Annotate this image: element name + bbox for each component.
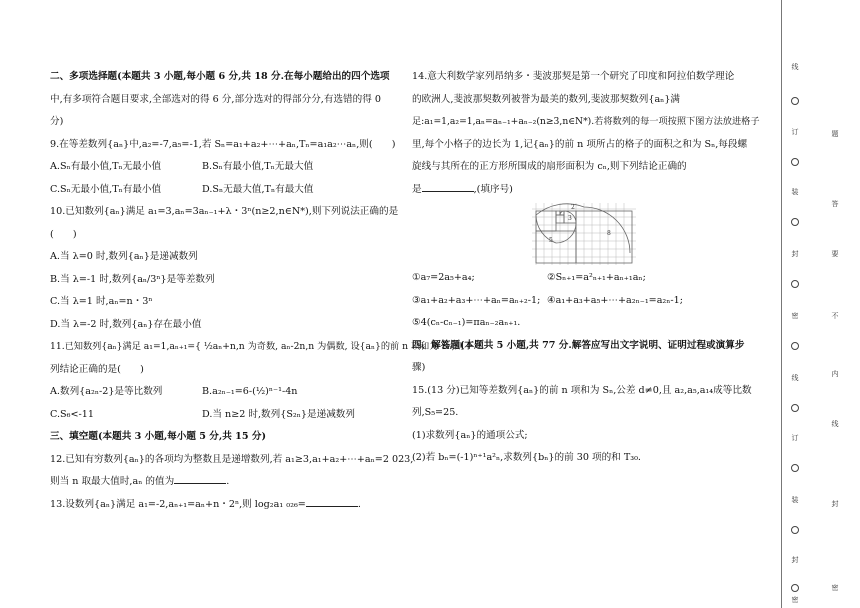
binding-outer-label: 密 xyxy=(791,312,799,320)
binding-inner-label: 要 xyxy=(831,250,839,258)
question-10: 10.已知数列{aₙ}满足 a₁=3,aₙ=3aₙ₋₁+λ・3ⁿ(n≥2,n∈N*),则下列说法正确的是 xyxy=(50,206,399,217)
q9-option-d: D.Sₙ无最大值,Tₙ有最大值 xyxy=(202,183,314,195)
binding-hole-icon xyxy=(791,584,799,592)
question-10-paren: ( ) xyxy=(50,228,77,240)
section-2-instructions-end: 分) xyxy=(50,116,64,127)
binding-hole-icon xyxy=(791,342,799,350)
binding-inner-label: 答 xyxy=(831,200,839,208)
question-15-part-1: (1)求数列{aₙ}的通项公式; xyxy=(412,429,528,441)
question-15: 15.(13 分)已知等差数列{aₙ}的前 n 项和为 Sₙ,公差 d≠0,且 a₂,a₅,a₁₄成等比数 xyxy=(412,384,752,396)
binding-outer-label: 密 xyxy=(791,596,799,604)
binding-inner-label: 线 xyxy=(831,420,839,428)
binding-outer-label: 封 xyxy=(791,556,799,564)
q10-option-b: B.当 λ=-1 时,数列{aₙ/3ⁿ}是等差数列 xyxy=(50,273,215,285)
q10-option-c: C.当 λ=1 时,aₙ=n・3ⁿ xyxy=(50,296,153,307)
section-2-heading: 二、多项选择题(本题共 3 小题,每小题 6 分,共 18 分.在每小题给出的四个选项 xyxy=(50,71,390,82)
binding-inner-label: 内 xyxy=(831,370,839,378)
question-14-line2: 的欧洲人,斐波那契数列被誉为最美的数列,斐波那契数列{aₙ}满 xyxy=(412,93,681,105)
right-column xyxy=(412,66,768,470)
figure-label-3: 3 xyxy=(568,215,572,222)
question-9-options-row1 xyxy=(50,156,395,179)
fibonacci-spiral-figure xyxy=(532,203,636,265)
q10-option-d: D.当 λ=-2 时,数列{aₙ}存在最小值 xyxy=(50,318,202,330)
binding-hole-icon xyxy=(791,464,799,472)
section-4-heading: 四、解答题(本题共 5 小题,共 77 分.解答应写出文字说明、证明过程或演算步 xyxy=(412,339,745,351)
binding-line xyxy=(781,0,782,608)
binding-outer-label: 线 xyxy=(791,63,799,71)
q9-option-a: A.Sₙ有最小值,Tₙ无最小值 xyxy=(50,161,162,172)
binding-inner-label: 题 xyxy=(831,130,839,138)
binding-hole-icon xyxy=(791,280,799,288)
question-15-part-2: (2)若 bₙ=(-1)ⁿ⁺¹a²ₙ,求数列{bₙ}的前 30 项的和 T₃₀. xyxy=(412,452,641,463)
question-14-line5: 旋线与其所在的正方形所围成的扇形面积为 cₙ,则下列结论正确的 xyxy=(412,161,687,172)
q10-option-a: A.当 λ=0 时,数列{aₙ}是递减数列 xyxy=(50,251,198,262)
binding-outer-label: 订 xyxy=(791,434,799,442)
q14-option-1: ①a₇=2a₅+a₄; xyxy=(412,272,475,283)
q14-answer-blank[interactable] xyxy=(422,181,474,192)
question-14-line4: 里,每个小格子的边长为 1,记{aₙ}的前 n 项所占的格子的面积之和为 Sₙ,每段螺 xyxy=(412,138,748,150)
binding-inner-label: 不 xyxy=(831,312,839,320)
q13-text: 13.设数列{aₙ}满足 a₁=-2,aₙ₊₁=aₙ+n・2ⁿ,则 log₂a₁ ₀₂₆= xyxy=(50,498,306,510)
question-11-options-row2 xyxy=(50,404,395,427)
question-9: 9.在等差数列{aₙ}中,a₂=-7,a₅=-1,若 Sₙ=a₁+a₂+⋯+aₙ,Tₙ=a₁a₂⋯aₙ,则( ) xyxy=(50,138,396,150)
binding-hole-icon xyxy=(791,404,799,412)
question-14-options-row1 xyxy=(412,267,768,290)
question-11: 11.已知数列{aₙ}满足 a₁=1,aₙ₊₁={ ½aₙ+n,n 为奇数, aₙ-2n,n 为偶数, 设{aₙ}的前 n 项和为 Sₙ,则下 xyxy=(50,341,473,352)
question-11-options-row1 xyxy=(50,381,395,404)
q14-prefix: 是 xyxy=(412,183,422,195)
binding-outer-label: 装 xyxy=(791,496,799,504)
binding-hole-icon xyxy=(791,158,799,166)
question-12-cont: 则当 n 取最大值时,aₙ 的值为 . xyxy=(50,471,395,494)
binding-margin xyxy=(775,0,860,608)
section-4-heading-end: 骤) xyxy=(412,362,426,373)
q9-option-c: C.Sₙ无最小值,Tₙ有最小值 xyxy=(50,183,162,195)
question-14-line6 xyxy=(412,179,768,202)
binding-inner-label: 密 xyxy=(831,584,839,592)
figure-label-2: 2 xyxy=(571,204,575,211)
question-11-cont: 列结论正确的是( ) xyxy=(50,363,144,375)
q12-text: 则当 n 取最大值时,aₙ 的值为 xyxy=(50,476,175,487)
q11-option-b: B.a₂ₙ₋₁=6-(½)ⁿ⁻¹-4n xyxy=(202,386,298,397)
section-2-instructions: 中,有多项符合题目要求,全部选对的得 6 分,部分选对的得部分分,有选错的得 0 xyxy=(50,93,381,105)
q11-option-d: D.当 n≥2 时,数列{S₂ₙ}是递减数列 xyxy=(202,408,355,420)
q14-option-4: ④a₁+a₃+a₅+⋯+a₂ₙ₋₁=a₂ₙ-1; xyxy=(547,294,684,306)
binding-inner-label: 封 xyxy=(831,500,839,508)
q14-suffix: ,(填序号) xyxy=(473,183,513,195)
question-14: 14.意大利数学家列昂纳多・斐波那契是第一个研究了印度和阿拉伯数学理论 xyxy=(412,71,735,82)
q9-option-b: B.Sₙ有最小值,Tₙ无最大值 xyxy=(202,161,314,172)
q11-option-c: C.S₆<-11 xyxy=(50,408,94,420)
binding-outer-label: 装 xyxy=(791,188,799,196)
figure-label-8: 8 xyxy=(607,230,611,237)
q13-answer-blank[interactable] xyxy=(306,496,358,507)
binding-hole-icon xyxy=(791,218,799,226)
binding-outer-label: 线 xyxy=(791,374,799,382)
question-15-cont: 列,S₅=25. xyxy=(412,407,459,418)
question-14-line3: 足:a₁=1,a₂=1,aₙ=aₙ₋₁+aₙ₋₂(n≥3,n∈N*).若将数列的每一项按照下图方法放进格子 xyxy=(412,116,760,127)
q14-option-5: ⑤4(cₙ-cₙ₋₁)=πaₙ₋₂aₙ₊₁. xyxy=(412,317,521,328)
q11-option-a: A.数列{a₂ₙ-2}是等比数列 xyxy=(50,386,163,397)
section-3-heading: 三、填空题(本题共 3 小题,每小题 5 分,共 15 分) xyxy=(50,431,266,442)
question-12: 12.已知有穷数列{aₙ}的各项均为整数且是递增数列,若 a₁≥3,a₁+a₂+⋯+aₙ=2 023, xyxy=(50,453,414,465)
binding-outer-label: 封 xyxy=(791,250,799,258)
question-9-options-row2 xyxy=(50,179,395,202)
binding-outer-label: 订 xyxy=(791,128,799,136)
fibonacci-spiral-graphic xyxy=(532,203,636,265)
q14-option-3: ③a₁+a₂+a₃+⋯+aₙ=aₙ₊₂-1; xyxy=(412,294,541,306)
q14-option-2: ②Sₙ₊₁=a²ₙ₊₁+aₙ₊₁aₙ; xyxy=(547,272,646,283)
question-13: 13.设数列{aₙ}满足 a₁=-2,aₙ₊₁=aₙ+n・2ⁿ,则 log₂a₁ ₀₂₆= . xyxy=(50,494,395,517)
question-14-options-row2 xyxy=(412,290,768,313)
binding-hole-icon xyxy=(791,97,799,105)
q12-answer-blank[interactable] xyxy=(174,473,226,484)
binding-hole-icon xyxy=(791,526,799,534)
figure-label-5: 5 xyxy=(549,237,553,244)
